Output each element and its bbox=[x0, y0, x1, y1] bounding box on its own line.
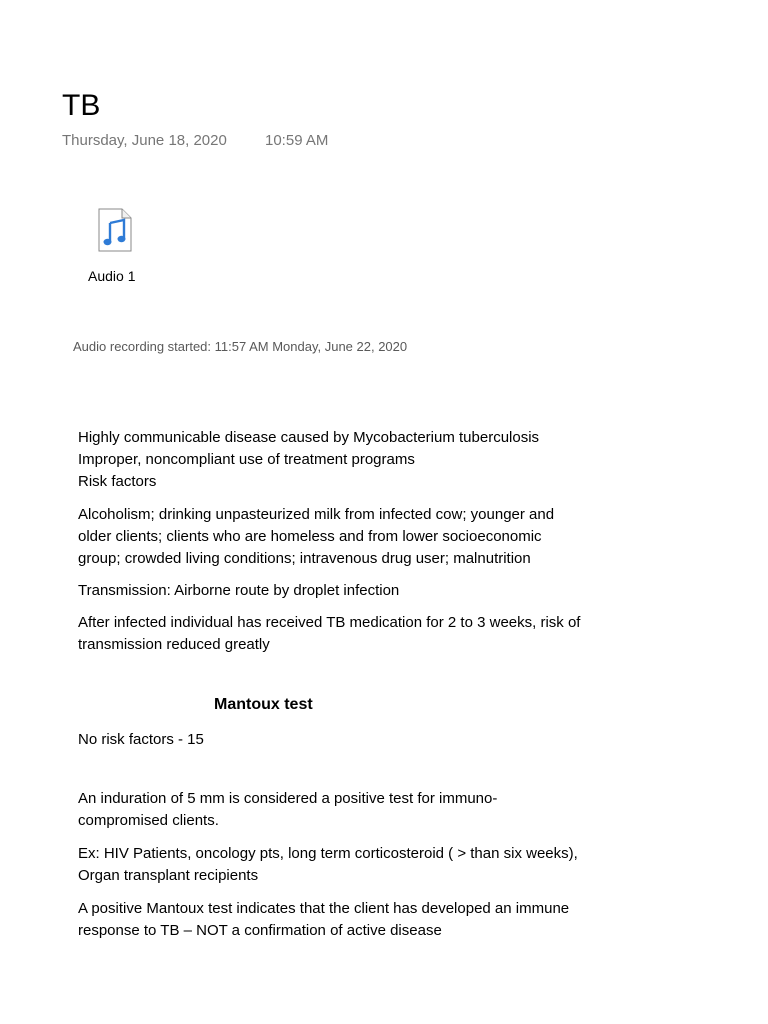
page-title[interactable]: TB bbox=[62, 89, 101, 122]
note-line: Highly communicable disease caused by Mycobacterium tuberculosis bbox=[78, 429, 540, 446]
audio-label: Audio 1 bbox=[88, 268, 136, 284]
audio-file-icon bbox=[98, 208, 132, 252]
note-line: No risk factors - 15 bbox=[78, 731, 204, 748]
note-line: An induration of 5 mm is considered a positive test for immuno- bbox=[78, 790, 498, 807]
note-line: Ex: HIV Patients, oncology pts, long term corticosteroid ( > than six weeks), bbox=[78, 845, 578, 862]
note-line: group; crowded living conditions; intravenous drug user; malnutrition bbox=[78, 550, 531, 567]
page-date: Thursday, June 18, 2020 bbox=[62, 132, 227, 149]
notes-block bbox=[78, 427, 638, 656]
note-line: After infected individual has received TB medication for 2 to 3 weeks, risk of bbox=[78, 614, 581, 631]
mantoux-heading: Mantoux test bbox=[214, 696, 313, 713]
note-line: older clients; clients who are homeless and from lower socioeconomic bbox=[78, 528, 542, 545]
note-line: Risk factors bbox=[78, 473, 157, 490]
page-time: 10:59 AM bbox=[265, 132, 329, 149]
note-line: transmission reduced greatly bbox=[78, 636, 270, 653]
mantoux-notes-block bbox=[78, 729, 658, 942]
note-line: response to TB – NOT a confirmation of active disease bbox=[78, 922, 442, 939]
note-line: Improper, noncompliant use of treatment programs bbox=[78, 451, 415, 468]
note-line: Organ transplant recipients bbox=[78, 867, 259, 884]
recording-timestamp: Audio recording started: 11:57 AM Monday, June 22, 2020 bbox=[73, 339, 408, 354]
audio-attachment[interactable] bbox=[86, 206, 148, 290]
note-line: Transmission: Airborne route by droplet infection bbox=[78, 582, 400, 599]
note-line: compromised clients. bbox=[78, 812, 219, 829]
note-line: Alcoholism; drinking unpasteurized milk from infected cow; younger and bbox=[78, 506, 555, 523]
note-line: A positive Mantoux test indicates that the client has developed an immune bbox=[78, 900, 570, 917]
